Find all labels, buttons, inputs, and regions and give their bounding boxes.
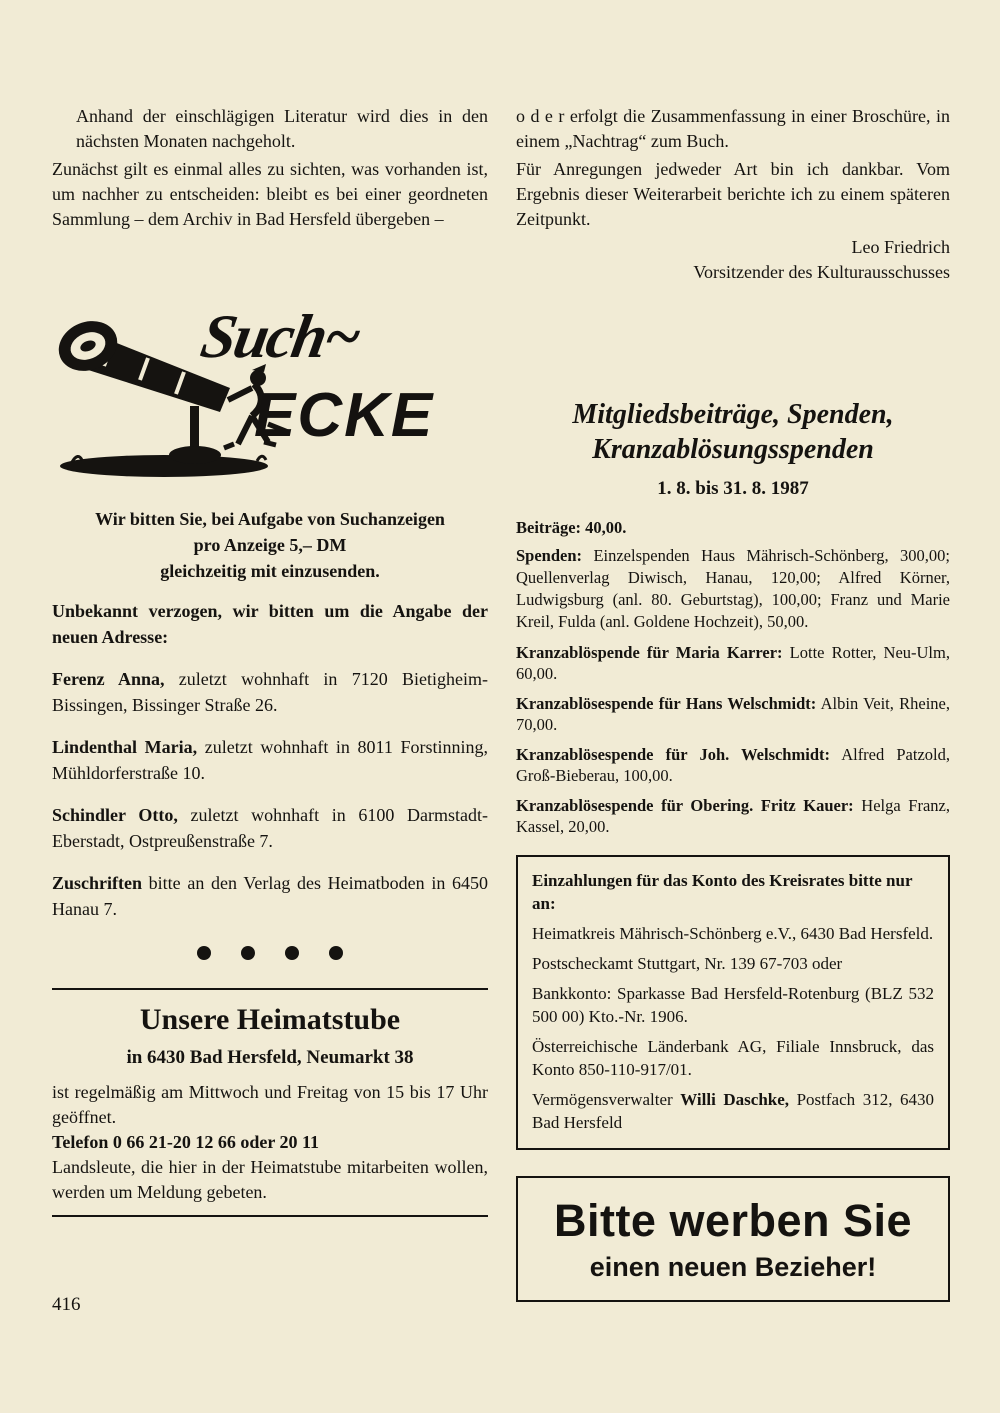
heimatstube-title: Unsere Heimatstube	[139, 1003, 401, 1036]
entry-text: zuletzt wohnhaft in 6100 Darmstadt-Eberstadt, Ostpreußenstraße 7.	[52, 805, 488, 851]
dot	[285, 946, 299, 960]
right-column	[516, 104, 950, 1302]
intro-paragraph-1: Anhand der einschlägigen Literatur wird dies in den nächsten Monaten nachgeholt.	[76, 106, 488, 151]
heimatstube-hours: ist regelmäßig am Mittwoch und Freitag von 15 bis 17 Uhr geöffnet.	[52, 1082, 488, 1127]
zuschriften-note	[52, 870, 488, 922]
logo-script-text: Such~	[196, 303, 365, 371]
signature-name: Leo Friedrich	[851, 237, 950, 257]
entry-name: Ferenz Anna,	[52, 669, 165, 689]
date-range: 1. 8. bis 31. 8. 1987	[657, 478, 809, 499]
konto-verwalter	[532, 1088, 934, 1134]
such-ecke-logo	[52, 303, 488, 486]
horizontal-rule	[52, 988, 488, 990]
verwalter-name: Willi Daschke,	[680, 1090, 790, 1109]
logo-block-text: ECKE	[254, 381, 435, 450]
advert-box	[516, 1176, 950, 1302]
kranz-label: Kranzablösespende für Joh. Welschmidt:	[516, 745, 830, 764]
notice-line-1: Wir bitten Sie, bei Aufgabe von Suchanzeigen	[95, 509, 445, 529]
entry-text: zuletzt wohnhaft in 8011 Forstinning, Mühldorferstraße 10.	[52, 737, 489, 783]
kranz-entry	[516, 642, 950, 684]
entry-name: Lindenthal Maria,	[52, 737, 198, 757]
entry-name: Schindler Otto,	[52, 805, 178, 825]
intro-paragraph-4: Für Anregungen jedweder Art bin ich dankbar. Vom Ergebnis dieser Weiterarbeit berichte ich zu einem späteren Zeitpunkt.	[516, 159, 950, 229]
suchanzeigen-notice	[52, 506, 488, 584]
kranz-text: Lotte Rotter, Neu-Ulm, 60,00.	[516, 643, 950, 683]
konto-address: Heimatkreis Mährisch-Schönberg e.V., 6430 Bad Hersfeld.	[532, 924, 934, 943]
heimatstube-subtitle: in 6430 Bad Hersfeld, Neumarkt 38	[126, 1047, 414, 1068]
konto-info-box	[516, 855, 950, 1150]
section-title	[516, 397, 950, 467]
signature-title: Vorsitzender des Kulturausschusses	[693, 262, 950, 282]
entry-text: zuletzt wohnhaft in 7120 Bietigheim-Bissingen, Bissinger Straße 26.	[52, 669, 488, 715]
verwalter-post: Postfach 312, 6430 Bad Hersfeld	[532, 1090, 935, 1132]
konto-postscheckamt: Postscheckamt Stuttgart, Nr. 139 67-703 oder	[532, 954, 843, 973]
separator-dots	[52, 946, 488, 960]
heimatstube-phone: Telefon 0 66 21-20 12 66 oder 20 11	[52, 1132, 320, 1152]
beitraege-line: Beiträge: 40,00.	[516, 518, 627, 537]
advert-subline: einen neuen Bezieher!	[589, 1252, 877, 1282]
verwalter-pre: Vermögensverwalter	[532, 1090, 681, 1109]
spenden-label: Spenden:	[516, 546, 583, 565]
kranz-text: Helga Franz, Kassel, 20,00.	[516, 796, 950, 836]
unknown-moved-note: Unbekannt verzogen, wir bitten um die Angabe der neuen Adresse:	[52, 601, 488, 647]
section-title-line-1: Mitgliedsbeiträge, Spenden,	[572, 399, 894, 430]
kranz-label: Kranzablöspende für Maria Karrer:	[516, 643, 783, 662]
horizontal-rule	[52, 1215, 488, 1217]
dot	[197, 946, 211, 960]
intro-paragraph-2: Zunächst gilt es einmal alles zu sichten, was vorhanden ist, um nachher zu entscheiden: bleibt es bei einer geordneten Sammlung – dem Archiv in Bad Hersfeld übergeben –	[52, 159, 488, 229]
kranz-entry	[516, 744, 950, 786]
spenden-text: Einzelspenden Haus Mährisch-Schönberg, 300,00; Quellenverlag Diwisch, Hanau, 120,00; Alfred Körner, Ludwigsburg (anl. 80. Geburtstag), 100,00; Franz und Marie Kreil, Fulda (anl. Goldene Hochzeit), 50,00.	[516, 546, 950, 631]
search-entry	[52, 666, 488, 718]
section-title-line-2: Kranzablösungsspenden	[592, 434, 874, 465]
kranz-label: Kranzablösespende für Hans Welschmidt:	[516, 694, 817, 713]
spenden-paragraph	[516, 545, 950, 633]
kranz-entry	[516, 795, 950, 837]
page-number: 416	[52, 1294, 81, 1315]
advert-headline: Bitte werben Sie	[553, 1195, 913, 1246]
notice-line-2: pro Anzeige 5,– DM	[193, 535, 347, 555]
kranz-text: Albin Veit, Rheine, 70,00.	[516, 694, 950, 734]
notice-line-3: gleichzeitig mit einzusenden.	[160, 561, 380, 581]
kranz-entry	[516, 693, 950, 735]
heimatstube-note: Landsleute, die hier in der Heimatstube mitarbeiten wollen, werden um Meldung gebeten.	[52, 1157, 488, 1202]
konto-bankkonto: Bankkonto: Sparkasse Bad Hersfeld-Rotenburg (BLZ 532 500 00) Kto.-Nr. 1906.	[532, 984, 934, 1026]
left-column	[52, 104, 488, 1217]
search-entry	[52, 734, 488, 786]
kranz-text: Alfred Patzold, Groß-Bieberau, 100,00.	[516, 745, 950, 785]
dot	[329, 946, 343, 960]
intro-paragraph-3: o d e r erfolgt die Zusammenfassung in einer Broschüre, in einem „Nachtrag“ zum Buch.	[516, 106, 950, 151]
konto-laenderbank: Österreichische Länderbank AG, Filiale Innsbruck, das Konto 850-110-917/01.	[532, 1037, 934, 1079]
zuschriften-rest: bitte an den Verlag des Heimatboden in 6450 Hanau 7.	[52, 873, 488, 919]
zuschriften-bold: Zuschriften	[52, 873, 142, 893]
kranz-label: Kranzablösespende für Obering. Fritz Kauer:	[516, 796, 854, 815]
dot	[241, 946, 255, 960]
konto-box-heading: Einzahlungen für das Konto des Kreisrates bitte nur an:	[532, 871, 913, 913]
search-entry	[52, 802, 488, 854]
